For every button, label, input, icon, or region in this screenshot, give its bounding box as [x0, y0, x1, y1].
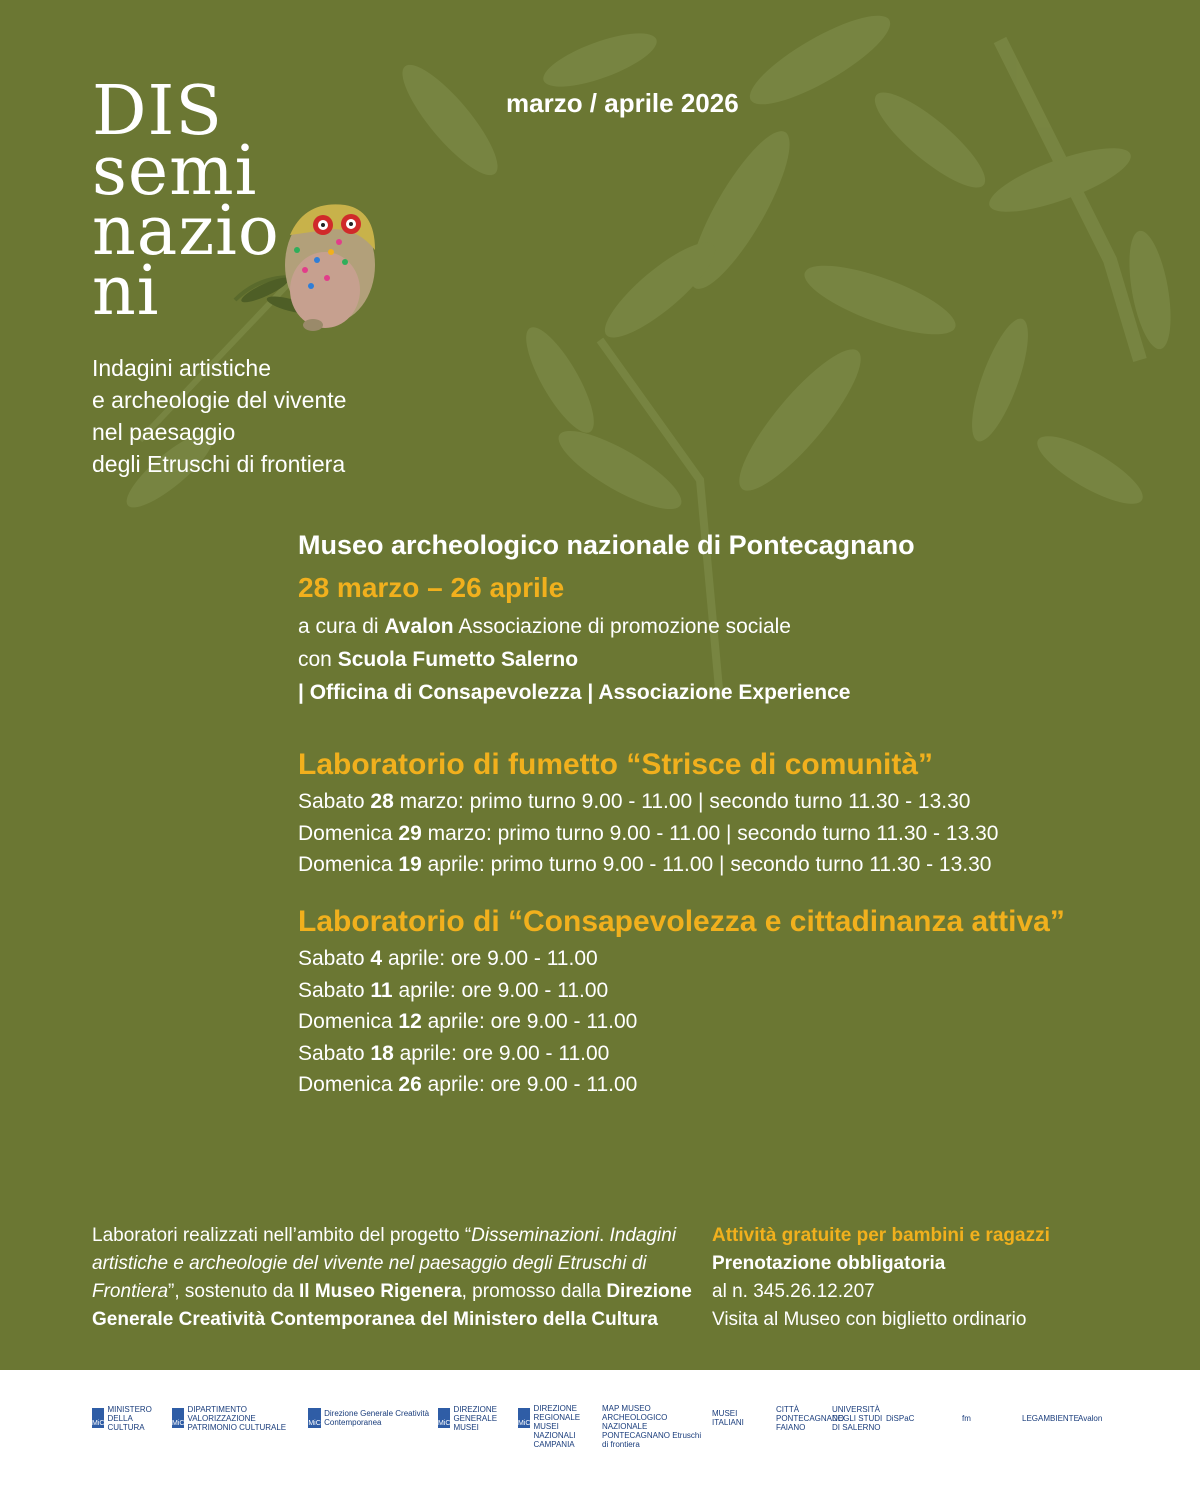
date-range: marzo / aprile 2026: [506, 88, 739, 118]
project-credits: Laboratori realizzati nell’ambito del progetto “Disseminazioni. Indagini artistiche e archeologie del vivente nel paesaggio degli Etruschi di Frontiera”, sostenuto da Il Museo Rigenera, promosso dalla Direzione Generale Creatività Contemporanea del Ministero della Cultura: [92, 1225, 692, 1330]
credit-partners: | Officina di Consapevolezza | Associazione Experience: [298, 681, 851, 704]
logo-universita-salerno: [832, 1404, 884, 1432]
logo-text: fm: [962, 1413, 971, 1423]
schedule-row: Sabato 11 aprile: ore 9.00 - 11.00: [298, 978, 609, 1002]
logo-text: DIREZIONE GENERALE MUSEI: [453, 1404, 498, 1432]
booking-info: [712, 1222, 1050, 1334]
logo-text: MAP MUSEO ARCHEOLOGICO NAZIONALE PONTECAGNANO Etruschi di frontiera: [602, 1404, 702, 1449]
logo-text: DIPARTIMENTO VALORIZZAZIONE PATRIMONIO CULTURALE: [187, 1404, 287, 1432]
subtitle-line-4: degli Etruschi di frontiera: [92, 451, 346, 477]
credit-avalon: Avalon: [384, 615, 454, 638]
logo-text: MINISTERO DELLA CULTURA: [107, 1404, 152, 1432]
event-dates: 28 marzo – 26 aprile: [298, 572, 565, 603]
logo-line-1: DIS: [92, 72, 223, 151]
logo-text: LEGAMBIENTE: [1022, 1413, 1079, 1423]
logo-map-museo: [602, 1404, 702, 1449]
mic-icon: MiC: [308, 1408, 321, 1428]
logo-line-2: semi: [92, 132, 258, 211]
schedule-row: Sabato 28 marzo: primo turno 9.00 - 11.00 | secondo turno 11.30 - 13.30: [298, 790, 971, 813]
logo-mic-musei: [438, 1404, 512, 1432]
logo-text: DiSPaC: [886, 1413, 915, 1423]
lab-schedule-2: [298, 943, 637, 1101]
logo-mic-ministero: [92, 1404, 164, 1432]
logo-text: Direzione Generale Creatività Contemporanea: [324, 1409, 430, 1427]
logo-mic-campania: [518, 1404, 598, 1449]
lab-schedule-1: [298, 786, 998, 881]
logo-text: DIREZIONE REGIONALE MUSEI NAZIONALI CAMPANIA: [533, 1404, 581, 1449]
logo-mic-dipartimento: [172, 1404, 302, 1432]
logo-legambiente: [1022, 1404, 1079, 1432]
credit-line-3: [298, 676, 850, 709]
credit-scuola: Scuola Fumetto Salerno: [337, 648, 579, 671]
schedule-row: Sabato 18 aprile: ore 9.00 - 11.00: [298, 1041, 610, 1065]
credits: [298, 610, 850, 709]
logo-text: MUSEI ITALIANI: [712, 1409, 744, 1427]
credit-line-1: [298, 610, 850, 643]
credit-prefix: a cura di: [298, 615, 379, 638]
credit-suffix: Associazione di promozione sociale: [458, 615, 791, 638]
partner-logos-bar: [0, 1370, 1200, 1500]
logo-line-3: nazio: [92, 192, 280, 271]
schedule-row: Domenica 19 aprile: primo turno 9.00 - 11.00 | secondo turno 11.30 - 13.30: [298, 853, 992, 876]
subtitle-line-3: nel paesaggio: [92, 419, 236, 445]
mic-icon: MiC: [518, 1408, 530, 1428]
schedule-row: Domenica 29 marzo: primo turno 9.00 - 11.00 | secondo turno 11.30 - 13.30: [298, 821, 999, 845]
booking-required: Prenotazione obbligatoria: [712, 1253, 946, 1274]
mic-icon: MiC: [172, 1408, 184, 1428]
schedule-row: Domenica 12 aprile: ore 9.00 - 11.00: [298, 1010, 638, 1033]
logo-text: CITTÀ PONTECAGNANO FAIANO: [776, 1404, 845, 1432]
lab-title-1: Laboratorio di fumetto “Strisce di comunità”: [298, 748, 934, 781]
mic-icon: MiC: [92, 1408, 104, 1428]
logo-text: UNIVERSITÀ DEGLI STUDI DI SALERNO: [832, 1404, 883, 1432]
credit-con: con: [298, 648, 332, 671]
schedule-row: Domenica 26 aprile: ore 9.00 - 11.00: [298, 1073, 638, 1096]
subtitle: [92, 352, 346, 480]
logo-fm: [962, 1404, 1018, 1432]
credit-line-2: [298, 643, 850, 676]
logo-avalon: [1078, 1404, 1108, 1432]
logo-citta-pontecagnano: [776, 1404, 845, 1432]
owl-illustration: [235, 190, 395, 340]
mic-icon: MiC: [438, 1408, 450, 1428]
logo-line-4: ni: [92, 252, 160, 331]
phone-number[interactable]: al n. 345.26.12.207: [712, 1281, 875, 1302]
logo-musei-italiani: [712, 1404, 768, 1432]
logo-text: Avalon: [1078, 1413, 1103, 1423]
museum-visit: Visita al Museo con biglietto ordinario: [712, 1309, 1027, 1330]
subtitle-line-2: e archeologie del vivente: [92, 387, 347, 413]
free-activities: Attività gratuite per bambini e ragazzi: [712, 1225, 1050, 1246]
subtitle-line-1: Indagini artistiche: [92, 355, 271, 381]
logo-mic-creativita: [308, 1404, 432, 1432]
lab-title-2: Laboratorio di “Consapevolezza e cittadinanza attiva”: [298, 905, 1065, 938]
logo-dispac: [886, 1404, 956, 1432]
schedule-row: Sabato 4 aprile: ore 9.00 - 11.00: [298, 947, 598, 970]
museum-name: Museo archeologico nazionale di Pontecagnano: [298, 530, 915, 560]
